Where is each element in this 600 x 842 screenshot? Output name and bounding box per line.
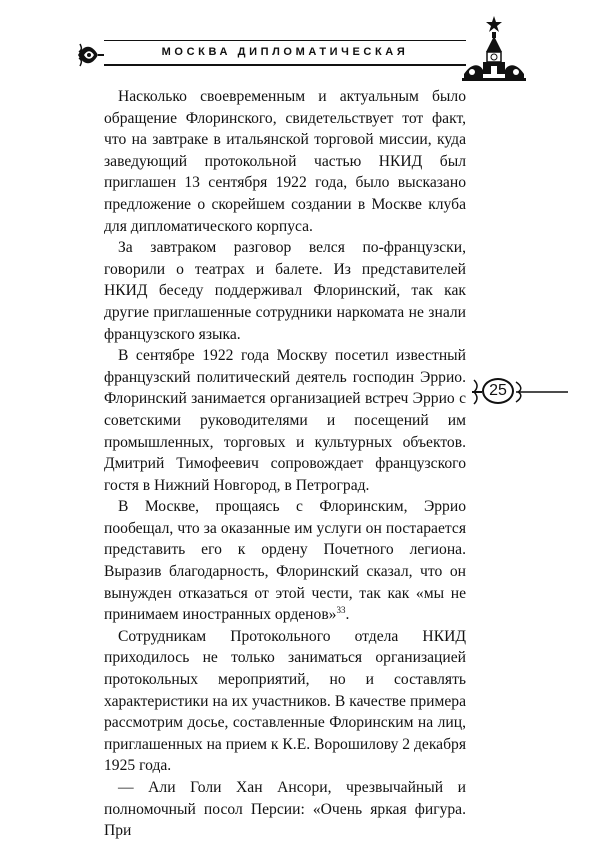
paragraph: В Москве, прощаясь с Флоринским, Эррио пообещал, что за оказанные им услуги он постарается представить его к ордену Почетного легиона. Выразив благодарность, Флоринский сказал, что он вынужден отказаться от этой чести, так как «мы не принимаем иностранных орденов»$^{33}$. (104, 498, 466, 624)
body-text (104, 86, 466, 842)
header-rule-bottom (104, 64, 466, 66)
paragraph-text: В Москве, прощаясь с Флоринским, Эррио пообещал, что за оказанные им услуги он постарается представить его к ордену Почетного легиона. Выразив благодарность, Флоринский сказал, что он вынужден отказаться от этой чести, так как «мы не принимаем иностранных орденов» (104, 498, 466, 624)
header-rule-top (104, 40, 466, 41)
paragraph: Насколько своевременным и актуальным было обращение Флоринского, свидетельствует тот факт, что на завтраке в итальянской торговой миссии, куда заведующий протокольной частью НКИД был приглашен 13 сентября 1922 года, было высказано предложение о скорейшем создании в Москве клуба для дипломатического корпуса. (104, 88, 466, 235)
paragraph: — Али Голи Хан Ансори, чрезвычайный и полномочный посол Персии: «Очень яркая фигура. При (104, 779, 466, 840)
page-number: 25 (482, 378, 514, 404)
paragraph: За завтраком разговор велся по-французски, говорили о театрах и балете. Из представителей НКИД беседу поддерживал Флоринский, так как другие приглашенные сотрудники наркомата не знали французского языка. (104, 239, 466, 343)
footnote-reference[interactable]: 33 (336, 605, 346, 616)
paragraph: В сентябре 1922 года Москву посетил известный французский политический деятель господин Эррио. Флоринский занимается организацией встреч Эррио с советскими руководителями и посещений им промышленных, торговых и культурных объектов. Дмитрий Тимофеевич сопровождает французского гостя в Нижний Новгород, в Петроград. (104, 347, 466, 494)
running-header-title: МОСКВА ДИПЛОМАТИЧЕСКАЯ (161, 46, 409, 58)
paragraph: Сотрудникам Протокольного отдела НКИД приходилось не только заниматься организацией протокольных мероприятий, но и составлять характеристики на их участников. В качестве примера рассмотрим досье, составленные Флоринским на лиц, приглашенных на прием к К.Е. Ворошилову 2 декабря 1925 года. (104, 627, 466, 775)
kremlin-tower-icon (462, 14, 526, 84)
header-ornament-left-icon (76, 40, 104, 70)
